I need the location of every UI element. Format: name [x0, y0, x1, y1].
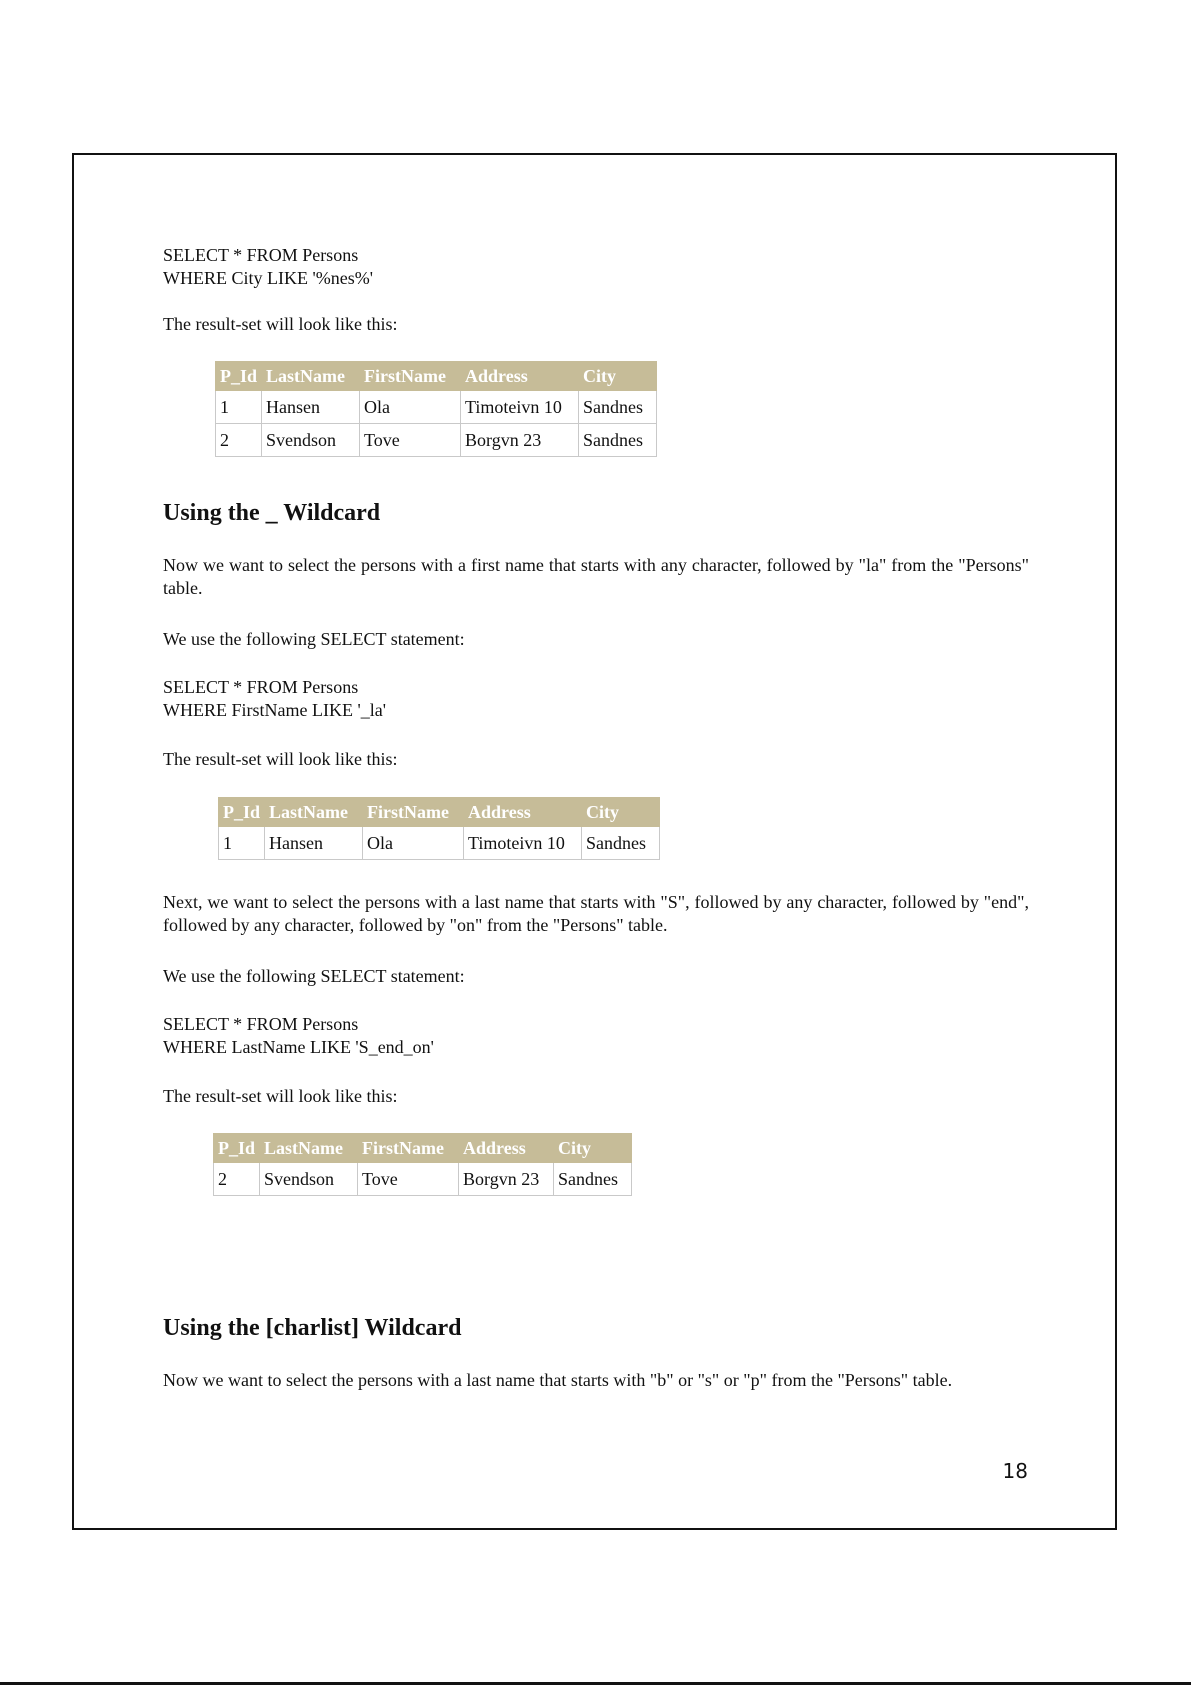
column-header: P_Id — [216, 362, 262, 391]
column-header: P_Id — [219, 798, 265, 827]
sql-code-block-1 — [163, 244, 373, 290]
section-heading-underscore-wildcard: Using the _ Wildcard — [163, 500, 381, 526]
table-cell: Ola — [360, 391, 461, 424]
column-header: City — [582, 798, 660, 827]
table-row — [214, 1163, 632, 1196]
table-row — [216, 391, 657, 424]
table-cell: 2 — [214, 1163, 260, 1196]
table-row — [219, 827, 660, 860]
column-header: City — [554, 1134, 632, 1163]
column-header: LastName — [262, 362, 360, 391]
column-header: FirstName — [360, 362, 461, 391]
section-heading-charlist-wildcard: Using the [charlist] Wildcard — [163, 1315, 462, 1341]
result-lead-2: The result-set will look like this: — [163, 749, 398, 769]
result-lead-3: The result-set will look like this: — [163, 1086, 398, 1106]
code-line: SELECT * FROM Persons — [163, 677, 359, 697]
table-cell: Sandnes — [579, 424, 657, 457]
table-cell: Sandnes — [554, 1163, 632, 1196]
table-cell: 1 — [219, 827, 265, 860]
table-cell: Sandnes — [582, 827, 660, 860]
section1-statement-lead: We use the following SELECT statement: — [163, 629, 465, 649]
code-line: SELECT * FROM Persons — [163, 1014, 359, 1034]
column-header: P_Id — [214, 1134, 260, 1163]
result-table-3 — [213, 1133, 632, 1196]
column-header: LastName — [265, 798, 363, 827]
column-header: FirstName — [363, 798, 464, 827]
table-row — [216, 424, 657, 457]
column-header: City — [579, 362, 657, 391]
table-cell: 1 — [216, 391, 262, 424]
column-header: FirstName — [358, 1134, 459, 1163]
code-line: WHERE FirstName LIKE '_la' — [163, 700, 386, 720]
table-cell: Ola — [363, 827, 464, 860]
section2-intro: Next, we want to select the persons with a last name that starts with "S", followed by any character, followed by "end", followed by any character, followed by "on" from the "Persons" table. — [163, 892, 1029, 935]
sql-code-block-2 — [163, 676, 386, 722]
table-header-row — [214, 1134, 632, 1163]
table-header-row — [216, 362, 657, 391]
result-table-2-wrap — [218, 797, 660, 860]
result-table-1-wrap — [215, 361, 657, 457]
table-cell: Tove — [358, 1163, 459, 1196]
table-cell: Borgvn 23 — [459, 1163, 554, 1196]
table-cell: Svendson — [260, 1163, 358, 1196]
table-cell: Timoteivn 10 — [464, 827, 582, 860]
table-cell: Hansen — [262, 391, 360, 424]
column-header: Address — [464, 798, 582, 827]
result-table-1 — [215, 361, 657, 457]
code-line: SELECT * FROM Persons — [163, 245, 359, 265]
table-cell: Svendson — [262, 424, 360, 457]
column-header: Address — [461, 362, 579, 391]
table-cell: Borgvn 23 — [461, 424, 579, 457]
table-cell: 2 — [216, 424, 262, 457]
section3-intro: Now we want to select the persons with a last name that starts with "b" or "s" or "p" from the "Persons" table. — [163, 1370, 953, 1390]
code-line: WHERE LastName LIKE 'S_end_on' — [163, 1037, 434, 1057]
section1-intro: Now we want to select the persons with a first name that starts with any character, followed by "la" from the "Persons" table. — [163, 555, 1029, 598]
table-cell: Hansen — [265, 827, 363, 860]
table-header-row — [219, 798, 660, 827]
table-cell: Timoteivn 10 — [461, 391, 579, 424]
result-lead-1: The result-set will look like this: — [163, 314, 398, 334]
result-table-3-wrap — [213, 1133, 632, 1196]
column-header: Address — [459, 1134, 554, 1163]
table-cell: Sandnes — [579, 391, 657, 424]
column-header: LastName — [260, 1134, 358, 1163]
sql-code-block-3 — [163, 1013, 434, 1059]
page-number: 18 — [1002, 1459, 1028, 1483]
result-table-2 — [218, 797, 660, 860]
table-cell: Tove — [360, 424, 461, 457]
code-line: WHERE City LIKE '%nes%' — [163, 268, 373, 288]
section2-statement-lead: We use the following SELECT statement: — [163, 966, 465, 986]
